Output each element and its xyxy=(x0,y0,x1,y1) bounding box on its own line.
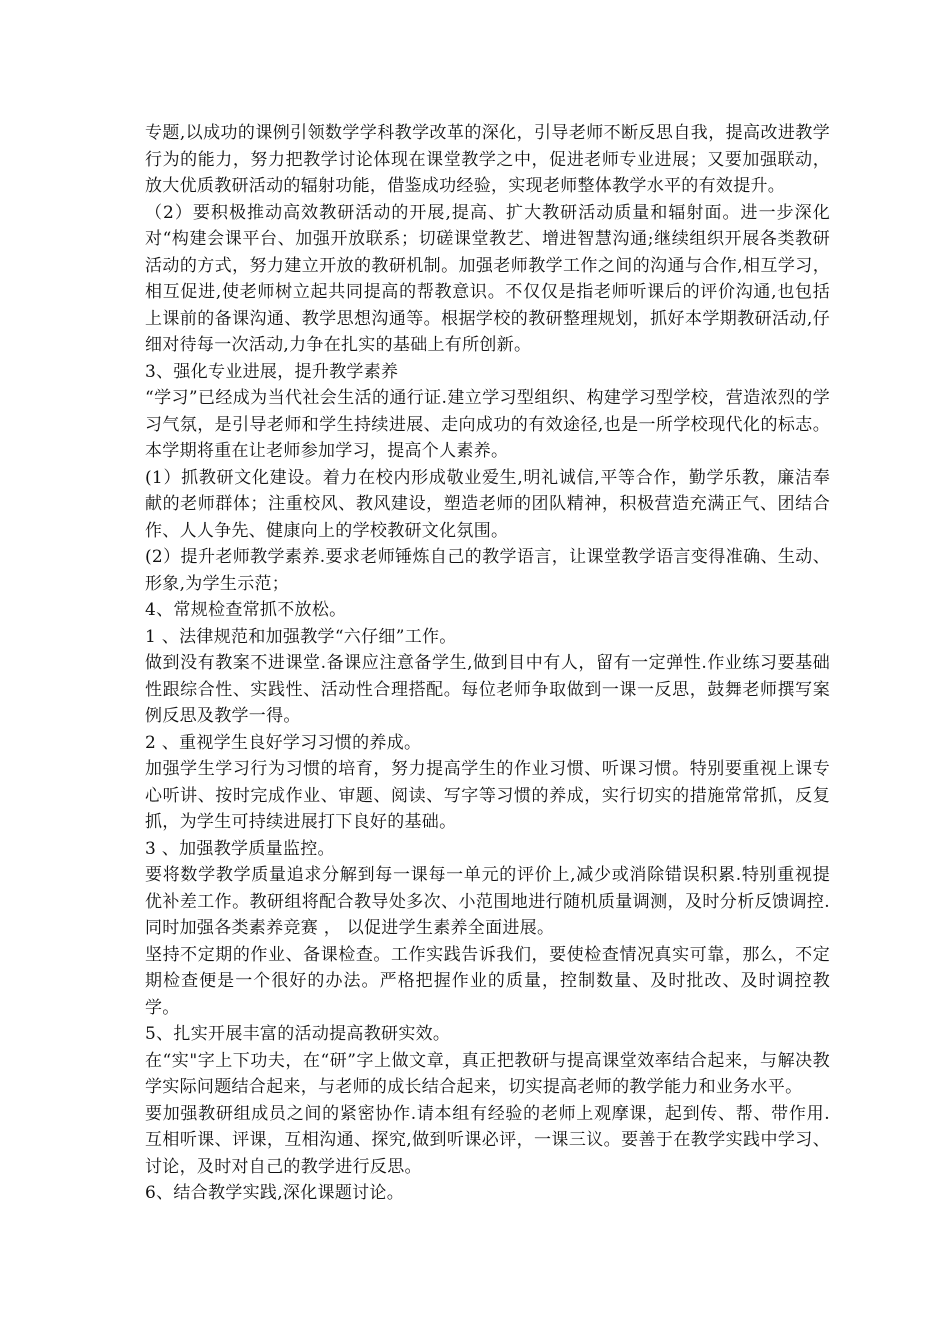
paragraph: 做到没有教案不进课堂.备课应注意备学生,做到目中有人，留有一定弹性.作业练习要基础性跟综合性、实践性、活动性合理搭配。每位老师争取做到一课一反思，鼓舞老师撰写案例反思及教学一得。 xyxy=(145,653,830,726)
paragraph: 在“实"字上下功夫，在“研”字上做文章，真正把教研与提高课堂效率结合起来，与解决教学实际问题结合起来，与老师的成长结合起来，切实提高老师的教学能力和业务水平。 xyxy=(145,1050,830,1097)
section-heading: 6、结合教学实践,深化课题讨论。 xyxy=(145,1183,405,1203)
subsection-heading: 3 、加强教学质量监控。 xyxy=(145,838,335,859)
paragraph: (1）抓教研文化建设。着力在校内形成敬业爱生,明礼诚信,平等合作，勤学乐教，廉洁奉献的老师群体；注重校风、教风建设，塑造老师的团队精神，积极营造充满正气、团结合作、人人争先、健康向上的学校教研文化氛围。 xyxy=(145,467,830,541)
subsection-heading: 1 、法律规范和加强教学“六仔细”工作。 xyxy=(145,626,457,647)
section-heading: 4、常规检查常抓不放松。 xyxy=(145,600,347,620)
paragraph: 要将数学教学质量追求分解到每一课每一单元的评价上,减少或消除错误积累.特别重视提优补差工作。教研组将配合教导处多次、小范围地进行随机质量调测，及时分析反馈调控.同时加强各类素养竞赛 ， 以促进学生素养全面进展。 xyxy=(145,865,830,938)
paragraph: （2）要积极推动高效教研活动的开展,提高、扩大教研活动质量和辐射面。进一步深化对“构建会课平台、加强开放联系；切磋课堂教艺、增进智慧沟通;继续组织开展各类教研活动的方式，努力建立开放的教研机制。加强老师教学工作之间的沟通与合作,相互学习，相互促进,使老师树立起共同提高的帮教意识。不仅仅是指老师听课后的评价沟通,也包括上课前的备课沟通、教学思想沟通等。根据学校的教研整理规划，抓好本学期教研活动,仔细对待每一次活动,力争在扎实的基础上有所创新。 xyxy=(145,202,830,355)
section-heading: 5、扎实开展丰富的活动提高教研实效。 xyxy=(145,1024,451,1044)
paragraph: 要加强教研组成员之间的紧密协作.请本组有经验的老师上观摩课，起到传、帮、带作用.互相听课、评课，互相沟通、探究,做到听课必评，一课三议。要善于在教学实践中学习、讨论，及时对自己的教学进行反思。 xyxy=(145,1103,830,1177)
paragraph: (2）提升老师教学素养.要求老师锤炼自己的教学语言，让课堂教学语言变得准确、生动、形象,为学生示范； xyxy=(145,547,830,594)
paragraph: 加强学生学习行为习惯的培育，努力提高学生的作业习惯、听课习惯。特别要重视上课专心听讲、按时完成作业、审题、阅读、写字等习惯的养成，实行切实的措施常常抓，反复抓，为学生可持续进展打下良好的基础。 xyxy=(145,759,830,832)
document-body xyxy=(145,120,830,1207)
paragraph: 坚持不定期的作业、备课检查。工作实践告诉我们，要使检查情况真实可靠，那么，不定期检查便是一个很好的办法。严格把握作业的质量，控制数量、及时批改、及时调控教学。 xyxy=(145,944,830,1018)
paragraph: “学习”已经成为当代社会生活的通行证.建立学习型组织、构建学习型学校，营造浓烈的学习气氛，是引导老师和学生持续进展、走向成功的有效途径,也是一所学校现代化的标志。本学期将重在让老师参加学习，提高个人素养。 xyxy=(145,388,830,461)
section-heading: 3、强化专业进展，提升教学素养 xyxy=(145,361,399,382)
paragraph: 专题,以成功的课例引领数学学科教学改革的深化，引导老师不断反思自我，提高改进教学行为的能力，努力把教学讨论体现在课堂教学之中，促进老师专业进展；又要加强联动，放大优质教研活动的辐射功能，借鉴成功经验，实现老师整体教学水平的有效提升。 xyxy=(145,123,830,196)
subsection-heading: 2 、重视学生良好学习习惯的养成。 xyxy=(145,732,422,753)
